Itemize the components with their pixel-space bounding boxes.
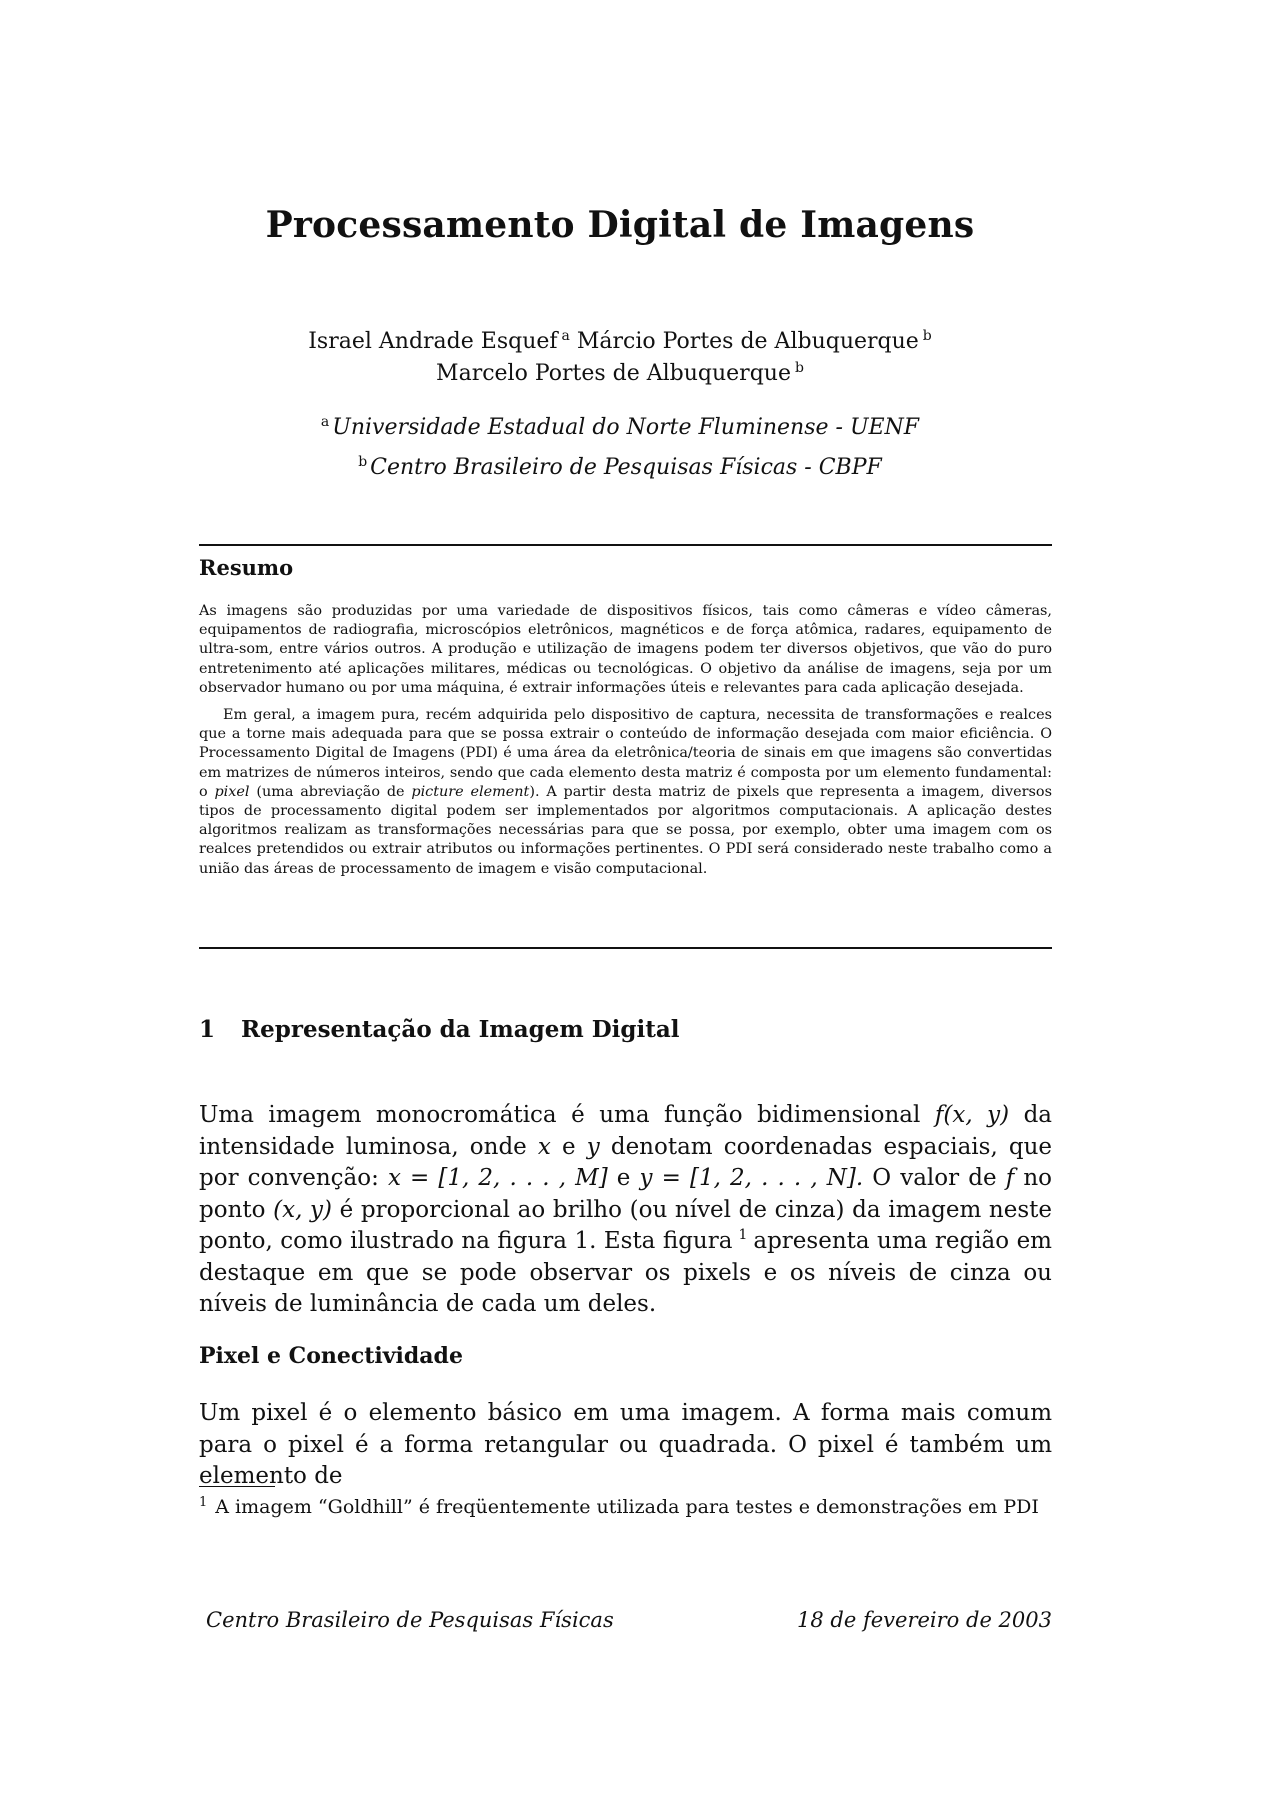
abstract-body bbox=[199, 602, 1052, 887]
body-paragraph: Um pixel é o elemento básico em uma imagem. A forma mais comum para o pixel é a forma retangular ou quadrada. O pixel é também um elemento de bbox=[199, 1400, 1052, 1489]
footnote bbox=[199, 1494, 1052, 1520]
section-body bbox=[199, 1100, 1052, 1321]
subsection-body bbox=[199, 1398, 1052, 1493]
footnote-reference[interactable]: 1 bbox=[738, 1227, 748, 1244]
affiliation-mark: b bbox=[358, 453, 368, 470]
abstract-paragraph-1: As imagens são produzidas por uma variedade de dispositivos físicos, tais como câmeras e vídeo câmeras, equipamentos de radiografia, microscópios eletrônicos, magnéticos e de força atômica, radares, equipamento de ultra-som, entre vários outros. A produção e utilização de imagens podem ter diversos objetivos, que vão do puro entretenimento até aplicações militares, médicas ou tecnológicas. O objetivo da análise de imagens, seja por um observador humano ou por uma máquina, é extrair informações úteis e relevantes para cada aplicação desejada. bbox=[199, 603, 1052, 696]
author-line-1 bbox=[0, 326, 1240, 358]
paper-title: Processamento Digital de Imagens bbox=[265, 204, 975, 246]
footnote-rule bbox=[199, 1486, 275, 1487]
affiliation-mark: a bbox=[320, 413, 330, 430]
affiliation-a bbox=[0, 408, 1240, 448]
affiliation-b bbox=[0, 448, 1240, 488]
abstract-paragraph-2: Em geral, a imagem pura, recém adquirida pelo dispositivo de captura, necessita de transformações e realces que a torne mais adequada para que se possa extrair o conteúdo de informação desejada com maior eficiência. O Processamento Digital de Imagens (PDI) é uma área da eletrônica/teoria de sinais em que imagens são convertidas em matrizes de números inteiros, sendo que cada elemento desta matriz é composta por um elemento fundamental: o pixel (uma abreviação de picture element). A partir desta matriz de pixels que representa a imagem, diversos tipos de processamento digital podem ser implementados por algoritmos computacionais. A aplicação destes algoritmos realizam as transformações necessárias para que se possa, por exemplo, obter uma imagem com os realces pretendidos ou extrair atributos ou informações pertinentes. O PDI será considerado neste trabalho como a união das áreas de processamento de imagem e visão computacional. bbox=[199, 707, 1052, 877]
author-name: Israel Andrade Esquef bbox=[308, 329, 558, 354]
affiliation-mark: a bbox=[561, 327, 570, 344]
affiliation-mark: b bbox=[922, 327, 932, 344]
section-title: Representação da Imagem Digital bbox=[241, 1016, 680, 1043]
abstract-top-rule bbox=[199, 544, 1052, 546]
section-number: 1 bbox=[199, 1016, 216, 1043]
affiliation-mark: b bbox=[794, 359, 804, 376]
footer-date: 18 de fevereiro de 2003 bbox=[797, 1608, 1052, 1632]
body-paragraph: Uma imagem monocromática é uma função bidimensional f(x, y) da intensidade luminosa, onde x e y denotam coordenadas espaciais, que por convenção: x = [1, 2, . . . , M] e y = [1, 2, . . . , N]. O valor de f no ponto (x, y) é proporcional ao brilho (ou nível de cinza) da imagem neste ponto, como ilustrado na figura 1. Esta figura $^1$ apresenta uma região em destaque em que se pode observar os pixels e os níveis de cinza ou níveis de luminância de cada um deles. bbox=[199, 1102, 1053, 1317]
affiliation-name: Centro Brasileiro de Pesquisas Físicas - CBPF bbox=[370, 455, 882, 480]
affiliation-name: Universidade Estadual do Norte Fluminense - UENF bbox=[332, 415, 920, 440]
abstract-heading: Resumo bbox=[199, 555, 294, 580]
footnote-text: A imagem “Goldhill” é freqüentemente utilizada para testes e demonstrações em PDI bbox=[215, 1496, 1039, 1518]
subsection-heading: Pixel e Conectividade bbox=[199, 1343, 463, 1369]
author-name: Márcio Portes de Albuquerque bbox=[576, 329, 919, 354]
author-line-2 bbox=[0, 358, 1240, 390]
author-name: Marcelo Portes de Albuquerque bbox=[436, 361, 791, 386]
affiliations bbox=[0, 408, 1240, 488]
abstract-bottom-rule bbox=[199, 947, 1052, 949]
footer-institution: Centro Brasileiro de Pesquisas Físicas bbox=[206, 1608, 614, 1632]
section-heading bbox=[199, 1016, 679, 1043]
footnote-mark: 1 bbox=[199, 1494, 208, 1510]
author-block bbox=[0, 326, 1240, 390]
